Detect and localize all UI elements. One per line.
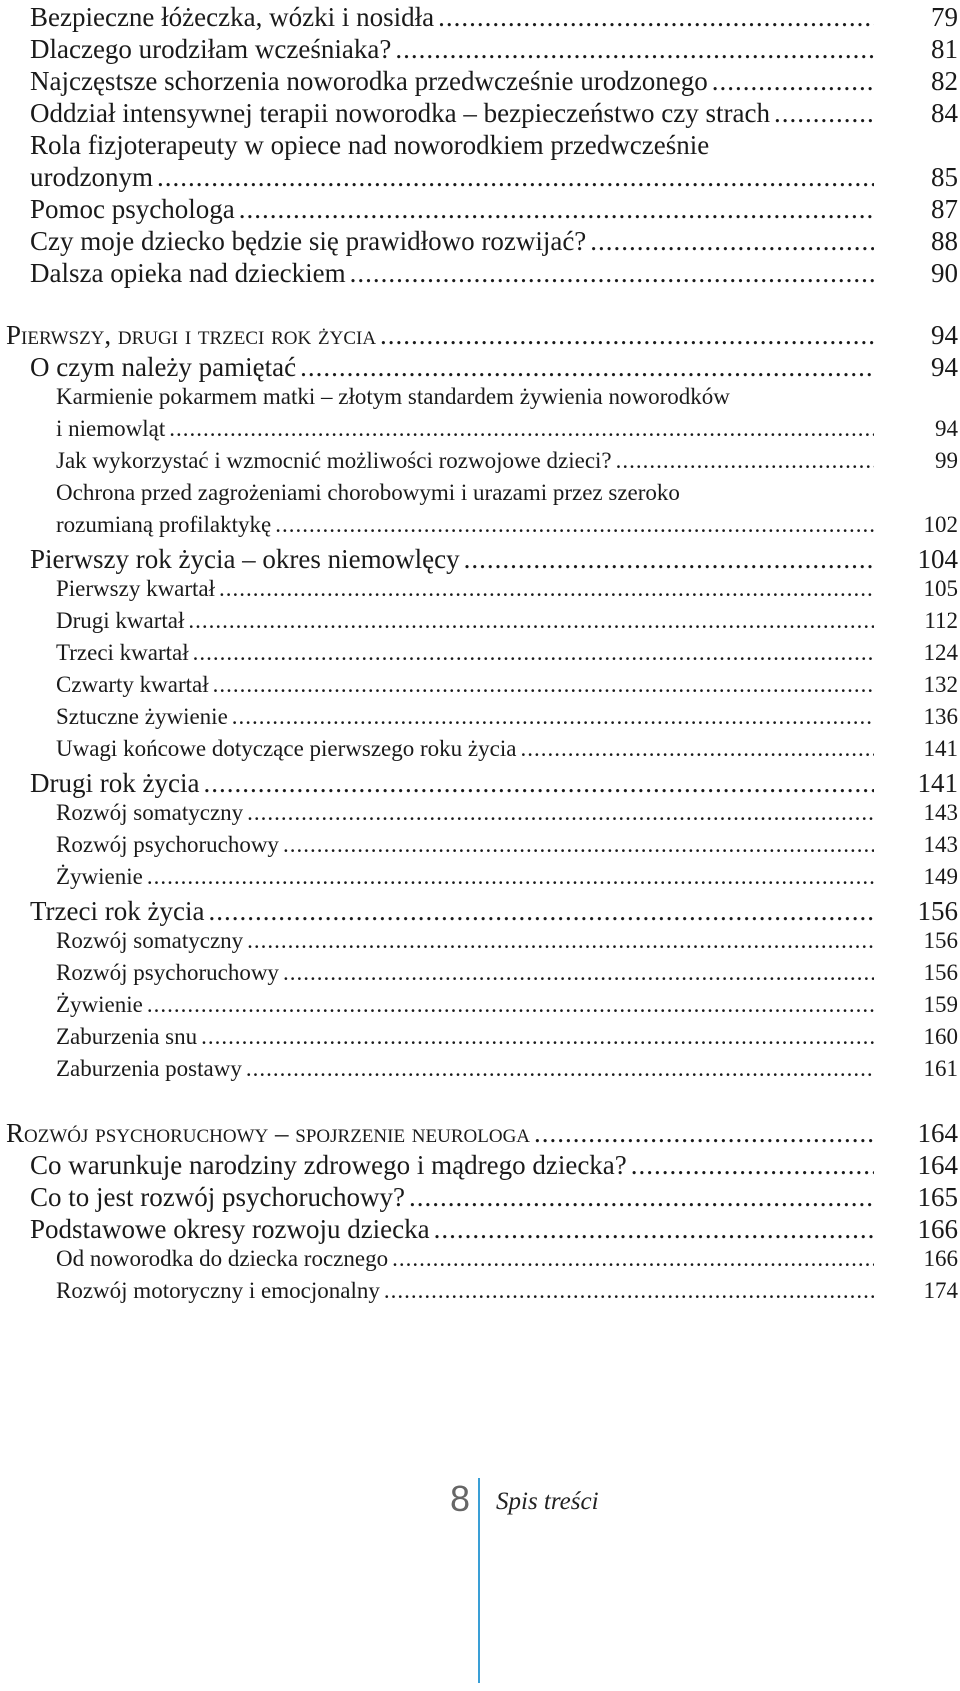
toc-entry-label: O czym należy pamiętać xyxy=(30,352,297,382)
toc-page-number: 166 xyxy=(923,1246,958,1271)
toc-entry[interactable] xyxy=(0,960,960,986)
toc-leader-dots xyxy=(283,960,874,986)
toc-entry[interactable] xyxy=(0,34,960,65)
toc-page-number: 164 xyxy=(917,1150,958,1180)
toc-entry[interactable] xyxy=(0,800,960,826)
toc-page-number: 102 xyxy=(923,512,958,537)
toc-entry[interactable] xyxy=(0,832,960,858)
toc-page-number: 159 xyxy=(923,992,958,1017)
toc-entry[interactable] xyxy=(0,66,960,97)
toc-entry[interactable] xyxy=(0,768,960,799)
toc-entry-label: Dalsza opieka nad dzieckiem xyxy=(30,258,346,288)
toc-entry-label: rozumianą profilaktykę xyxy=(56,512,272,537)
toc-entry-label: Najczęstsze schorzenia noworodka przedwcześnie urodzonego xyxy=(30,66,708,96)
toc-entry[interactable] xyxy=(0,672,960,698)
toc-page-number: 88 xyxy=(931,226,958,256)
toc-entry[interactable] xyxy=(0,544,960,575)
toc-entry[interactable] xyxy=(0,448,960,474)
toc-leader-dots xyxy=(203,768,874,799)
toc-entry[interactable] xyxy=(0,1150,960,1181)
toc-entry-label: Sztuczne żywienie xyxy=(56,704,228,729)
toc-leader-dots xyxy=(147,864,874,890)
toc-entry-label: Pierwszy kwartał xyxy=(56,576,216,601)
toc-page-number: 81 xyxy=(931,34,958,64)
toc-entry-label: urodzonym xyxy=(30,162,153,192)
toc-leader-dots xyxy=(590,226,874,257)
toc-page-number: 94 xyxy=(935,416,958,441)
page-number: 8 xyxy=(449,1478,470,1519)
toc-page-number: 143 xyxy=(923,800,958,825)
toc-entry[interactable] xyxy=(0,352,960,383)
toc-entry[interactable] xyxy=(0,1278,960,1304)
toc-entry-label: Uwagi końcowe dotyczące pierwszego roku życia xyxy=(56,736,517,761)
toc-entry[interactable] xyxy=(0,258,960,289)
toc-entry[interactable] xyxy=(0,226,960,257)
toc-page-number: 166 xyxy=(917,1214,958,1244)
toc-leader-dots xyxy=(239,194,874,225)
toc-entry-label: Czy moje dziecko będzie się prawidłowo rozwijać? xyxy=(30,226,587,256)
toc-page-number: 99 xyxy=(935,448,958,473)
toc-leader-dots xyxy=(219,576,874,602)
toc-entry-label: Trzeci kwartał xyxy=(56,640,189,665)
toc-leader-dots xyxy=(350,258,874,289)
toc-entry-label: Pomoc psychologa xyxy=(30,194,235,224)
toc-entry-line: Karmienie pokarmem matki – złotym standardem żywienia noworodków xyxy=(56,384,730,409)
toc-leader-dots xyxy=(631,1150,874,1181)
toc-entry-label: Jak wykorzystać i wzmocnić możliwości rozwojowe dzieci? xyxy=(56,448,612,473)
toc-entry-label: Zaburzenia snu xyxy=(56,1024,198,1049)
toc-leader-dots xyxy=(275,512,874,538)
toc-entry-label: i niemowląt xyxy=(56,416,166,441)
toc-leader-dots xyxy=(232,704,874,730)
toc-entry[interactable] xyxy=(0,1182,960,1213)
toc-leader-dots xyxy=(247,800,874,826)
footer-divider xyxy=(478,1478,480,1683)
toc-entry-label: Co to jest rozwój psychoruchowy? xyxy=(30,1182,405,1212)
toc-entry-label: Rozwój psychoruchowy xyxy=(56,960,279,985)
toc-entry[interactable] xyxy=(0,162,960,193)
toc-page-number: 160 xyxy=(923,1024,958,1049)
toc-entry[interactable] xyxy=(0,416,960,442)
page-footer xyxy=(0,1460,960,1691)
toc-entry-label: Drugi kwartał xyxy=(56,608,185,633)
toc-leader-dots xyxy=(616,448,874,474)
toc-section-heading[interactable] xyxy=(0,320,960,351)
toc-leader-dots xyxy=(434,1214,874,1245)
toc-page-number: 156 xyxy=(923,928,958,953)
toc-page-number: 156 xyxy=(923,960,958,985)
toc-leader-dots xyxy=(774,98,874,129)
toc-leader-dots xyxy=(157,162,874,193)
toc-entry-label: Żywienie xyxy=(56,864,143,889)
toc-entry-label: Zaburzenia postawy xyxy=(56,1056,242,1081)
toc-entry[interactable] xyxy=(0,704,960,730)
toc-entry[interactable] xyxy=(0,864,960,890)
toc-entry[interactable] xyxy=(0,512,960,538)
toc-page-number: 165 xyxy=(917,1182,958,1212)
toc-leader-dots xyxy=(712,66,874,97)
toc-leader-dots xyxy=(247,928,874,954)
toc-entry[interactable] xyxy=(0,576,960,602)
toc-page-number: 87 xyxy=(931,194,958,224)
toc-leader-dots xyxy=(169,416,874,442)
toc-leader-dots xyxy=(201,1024,874,1050)
toc-leader-dots xyxy=(283,832,874,858)
toc-page-number: 82 xyxy=(931,66,958,96)
toc-page-number: 161 xyxy=(923,1056,958,1081)
toc-leader-dots xyxy=(534,1118,874,1149)
toc-page-number: 132 xyxy=(923,672,958,697)
running-title: Spis treści xyxy=(496,1488,599,1515)
toc-page-number: 94 xyxy=(931,320,958,350)
toc-entry[interactable] xyxy=(0,640,960,666)
toc-leader-dots xyxy=(300,352,874,383)
toc-entry-label: Rozwój psychoruchowy xyxy=(56,832,279,857)
toc-entry[interactable] xyxy=(0,992,960,1018)
toc-entry-label: Pierwszy rok życia – okres niemowlęcy xyxy=(30,544,460,574)
toc-leader-dots xyxy=(213,672,874,698)
toc-entry[interactable] xyxy=(0,1024,960,1050)
toc-entry-label: Rozwój psychoruchowy – spojrzenie neurologa xyxy=(6,1118,531,1148)
toc-leader-dots xyxy=(208,896,874,927)
toc-entry[interactable] xyxy=(0,194,960,225)
toc-leader-dots xyxy=(384,1278,874,1304)
toc-entry-label: Oddział intensywnej terapii noworodka – bezpieczeństwo czy strach xyxy=(30,98,770,128)
toc-page-number: 149 xyxy=(923,864,958,889)
toc-entry-line: Ochrona przed zagrożeniami chorobowymi i urazami przez szeroko xyxy=(56,480,680,505)
toc-entry[interactable] xyxy=(0,608,960,634)
toc-entry[interactable] xyxy=(0,896,960,927)
toc-entry-label: Co warunkuje narodziny zdrowego i mądrego dziecka? xyxy=(30,1150,627,1180)
toc-entry-label: Trzeci rok życia xyxy=(30,896,205,926)
toc-entry-label: Rozwój somatyczny xyxy=(56,800,244,825)
toc-leader-dots xyxy=(380,320,874,351)
toc-page-number: 90 xyxy=(931,258,958,288)
toc-section-heading[interactable] xyxy=(0,1118,960,1149)
toc-entry[interactable] xyxy=(0,1246,960,1272)
toc-entry[interactable] xyxy=(0,928,960,954)
toc-leader-dots xyxy=(438,2,874,33)
toc-page-number: 141 xyxy=(923,736,958,761)
toc-entry-label: Rozwój motoryczny i emocjonalny xyxy=(56,1278,380,1303)
toc-entry-line: Rola fizjoterapeuty w opiece nad noworodkiem przedwcześnie xyxy=(30,130,710,160)
toc-entry[interactable] xyxy=(0,2,960,33)
toc-page-number: 112 xyxy=(924,608,958,633)
toc-entry[interactable] xyxy=(0,1056,960,1082)
toc-page-number: 136 xyxy=(923,704,958,729)
toc-page-number: 104 xyxy=(917,544,958,574)
toc-entry[interactable] xyxy=(0,98,960,129)
toc-leader-dots xyxy=(392,1246,874,1272)
toc-page-number: 143 xyxy=(923,832,958,857)
toc-page-number: 94 xyxy=(931,352,958,382)
toc-page-number: 85 xyxy=(931,162,958,192)
toc-entry[interactable] xyxy=(0,1214,960,1245)
toc-leader-dots xyxy=(188,608,874,634)
toc-entry-label: Żywienie xyxy=(56,992,143,1017)
toc-entry-label: Pierwszy, drugi i trzeci rok życia xyxy=(6,320,377,350)
toc-page-number: 124 xyxy=(923,640,958,665)
toc-leader-dots xyxy=(520,736,874,762)
toc-page-number: 164 xyxy=(917,1118,958,1148)
toc-page-number: 79 xyxy=(931,2,958,32)
toc-entry[interactable] xyxy=(0,736,960,762)
toc-entry-label: Podstawowe okresy rozwoju dziecka xyxy=(30,1214,430,1244)
toc-page-number: 156 xyxy=(917,896,958,926)
toc-entry-label: Drugi rok życia xyxy=(30,768,200,798)
toc-leader-dots xyxy=(395,34,874,65)
toc-leader-dots xyxy=(246,1056,874,1082)
toc-page-number: 84 xyxy=(931,98,958,128)
toc-page-number: 141 xyxy=(917,768,958,798)
toc-entry-label: Czwarty kwartał xyxy=(56,672,209,697)
toc-page-number: 174 xyxy=(923,1278,958,1303)
toc-entry-label: Rozwój somatyczny xyxy=(56,928,244,953)
toc-entry-label: Bezpieczne łóżeczka, wózki i nosidła xyxy=(30,2,435,32)
toc-entry-label: Od noworodka do dziecka rocznego xyxy=(56,1246,389,1271)
toc-leader-dots xyxy=(147,992,874,1018)
toc-leader-dots xyxy=(464,544,874,575)
toc-entry-label: Dlaczego urodziłam wcześniaka? xyxy=(30,34,392,64)
toc-page-number: 105 xyxy=(923,576,958,601)
toc-leader-dots xyxy=(409,1182,874,1213)
toc-leader-dots xyxy=(193,640,874,666)
